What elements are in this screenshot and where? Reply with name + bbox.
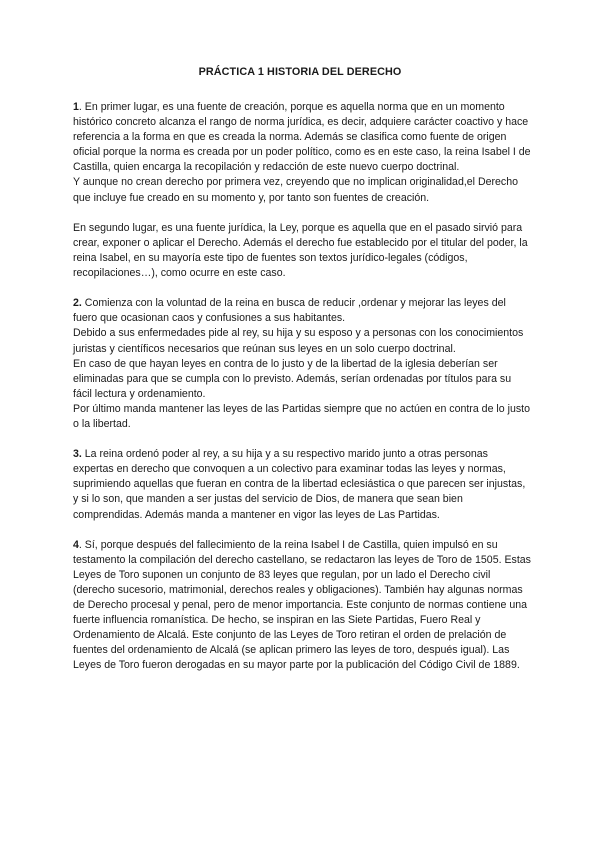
section-2 xyxy=(73,296,531,432)
paragraph xyxy=(73,447,531,522)
paragraph xyxy=(73,296,531,326)
document-body xyxy=(73,100,531,689)
paragraph xyxy=(73,221,531,281)
paragraph-text: Comienza con la voluntad de la reina en busca de reducir ,ordenar y mejorar las leyes del fuero que ocasionan caos y confusiones a sus habitantes. xyxy=(73,297,506,325)
paragraph xyxy=(73,100,531,175)
paragraph: Y aunque no crean derecho por primera vez, creyendo que no implican originalidad,el Derecho que incluye fue creado en su momento y, por tanto son fuentes de creación. xyxy=(73,176,519,204)
section-1 xyxy=(73,100,531,206)
section-4 xyxy=(73,538,531,674)
paragraph: En caso de que hayan leyes en contra de lo justo y de la libertad de la iglesia deberían ser eliminadas para que se cumpla con lo previsto. Además, serían ordenadas por títulos para su fácil lectura y ordenamiento. xyxy=(73,357,512,400)
paragraph-text: En segundo lugar, es una fuente jurídica, la Ley, porque es aquella que en el pasado sirvió para crear, exponer o aplicar el Derecho. Además el derecho fue establecido por el titular del poder, la reina Isabel, en su mayoría este tipo de fuentes son textos jurídico-legales (códigos, recopilaciones…), como ocurre en este caso. xyxy=(73,221,528,280)
paragraph-text: . Sí, porque después del fallecimiento de la reina Isabel I de Castilla, quien impulsó en su testamento la compilación del derecho castellano, se redactaron las leyes de Toro de 1505. Estas Leyes de Toro suponen un conjunto de 83 leyes que regulan, por un lado el Derecho civil (derecho sucesorio, matrimonial, derechos reales y obligaciones). También hay algunas normas de Derecho procesal y penal, pero de menor importancia. Este conjunto de normas contiene una fuerte influencia romanística. De hecho, se inspiran en las Siete Partidas, Fuero Real y Ordenamiento de Alcalá. Este conjunto de las Leyes de Toro retiran el orden de prelación de fuentes del ordenamiento de Alcalá (se aplican primero las leyes de toro, después igual). Las Leyes de Toro fueron derogadas en su mayor parte por la publicación del Código Civil de 1889. xyxy=(73,538,531,672)
section-number: 2. xyxy=(73,297,82,310)
section-number: 1 xyxy=(73,101,79,113)
section-1-continued xyxy=(73,221,531,281)
section-number: 3. xyxy=(73,448,82,461)
page-title: PRÁCTICA 1 HISTORIA DEL DERECHO xyxy=(198,66,402,78)
section-3 xyxy=(73,447,531,522)
paragraph xyxy=(73,538,531,674)
section-number: 4 xyxy=(73,538,79,551)
paragraph: Debido a sus enfermedades pide al rey, su hija y su esposo y a personas con los conocimientos juristas y científicos necesarios que reúnan sus leyes en un solo cuerpo doctrinal. xyxy=(73,327,524,355)
paragraph-text: . En primer lugar, es una fuente de creación, porque es aquella norma que en un momento histórico concreto alcanza el rango de norma jurídica, es decir, adquiere carácter coactivo y hace referencia a la forma en que es creada la norma. Además se clasifica como fuente de origen oficial porque la norma es creada por un poder político, como es en este caso, la reina Isabel I de Castilla, quien encarga la recopilación y redacción de este nuevo cuerpo doctrinal. xyxy=(73,101,531,174)
paragraph: Por último manda mantener las leyes de las Partidas siempre que no actúen en contra de lo justo o la libertad. xyxy=(73,402,530,430)
paragraph-text: La reina ordenó poder al rey, a su hija y a su respectivo marido junto a otras personas expertas en derecho que convoquen a un colectivo para examinar todas las leyes y normas, suprimiendo aquellas que fueran en contra de la libertad eclesiástica o que parecen ser injustas, y si lo son, que manden a ser justas del servicio de Dios, de manera que sean bien comprendidas. Además manda a mantener en vigor las leyes de Las Partidas. xyxy=(73,448,526,521)
